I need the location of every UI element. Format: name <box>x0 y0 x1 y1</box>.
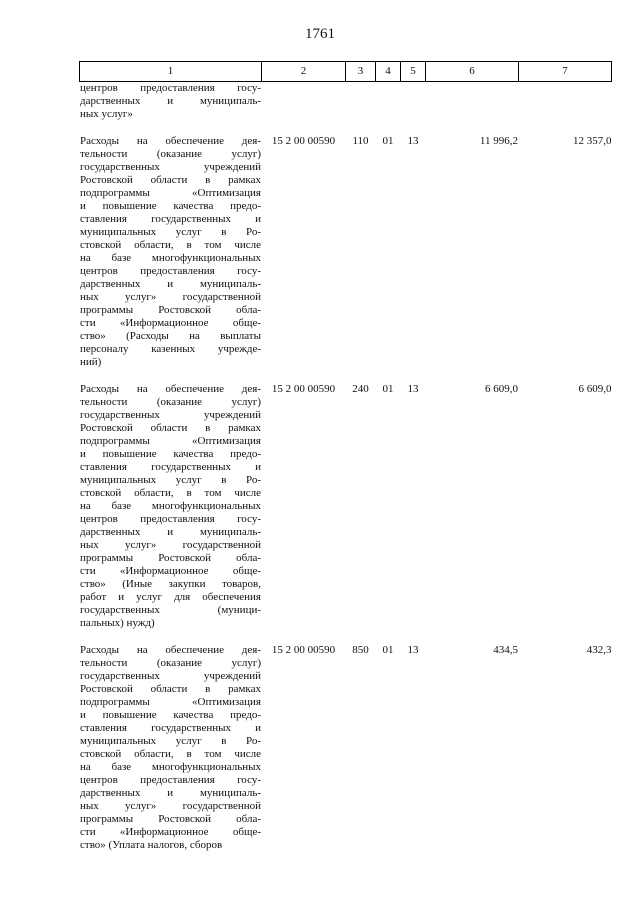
description-line: и повышение качества предо- <box>80 448 261 460</box>
description-line: тельности (оказание услуг) <box>80 396 261 408</box>
section-code <box>376 82 401 129</box>
description-line: государственных учреждений <box>80 670 261 682</box>
amount-year-2: 12 357,0 <box>573 135 612 147</box>
description-line: ство» (Иные закупки товаров, <box>80 578 261 590</box>
description-line: Ростовской области в рамках <box>80 174 261 186</box>
description-line: ставления государственных и <box>80 722 261 734</box>
description-line: Ростовской области в рамках <box>80 683 261 695</box>
budget-table <box>79 61 612 859</box>
description-line: и повышение качества предо- <box>80 200 261 212</box>
description-line: стовской области, в том числе <box>80 748 261 760</box>
description-line: стовской области, в том числе <box>80 239 261 251</box>
amount-year-1: 6 609,0 <box>485 383 518 395</box>
description-line: ство» (Уплата налогов, сборов <box>80 839 223 851</box>
description-line: программы Ростовской обла- <box>80 813 261 825</box>
description-line: сти «Информационное обще- <box>80 826 261 838</box>
column-header: 3 <box>346 62 376 82</box>
description-line: государственных учреждений <box>80 161 261 173</box>
expense-type: 850 <box>352 644 369 656</box>
description-line: центров предоставления госу- <box>80 82 261 94</box>
expense-type <box>346 82 376 129</box>
description-line: центров предоставления госу- <box>80 513 261 525</box>
subsection-code: 13 <box>407 383 419 395</box>
column-header: 2 <box>262 62 346 82</box>
description-line: государственных учреждений <box>80 409 261 421</box>
expense-type: 240 <box>352 383 369 395</box>
description-line: работ и услуг для обеспечения <box>80 591 261 603</box>
description-line: Расходы на обеспечение дея- <box>80 383 261 395</box>
description-line: государственных (муници- <box>80 604 261 616</box>
description-line: дарственных и муниципаль- <box>80 95 261 107</box>
description-line: на базе многофункциональных <box>80 500 261 512</box>
description-line: ных услуг» государственной <box>80 291 261 303</box>
description-line: сти «Информационное обще- <box>80 565 261 577</box>
description-line: дарственных и муниципаль- <box>80 526 261 538</box>
description-line: тельности (оказание услуг) <box>80 657 261 669</box>
description-line: сти «Информационное обще- <box>80 317 261 329</box>
column-header: 5 <box>401 62 426 82</box>
column-header: 1 <box>80 62 262 82</box>
table-row <box>80 376 612 637</box>
description-line: подпрограммы «Оптимизация <box>80 435 261 447</box>
amount-year-1 <box>426 82 519 129</box>
page-number: 1761 <box>305 26 335 42</box>
section-code: 01 <box>382 644 394 656</box>
column-header: 4 <box>376 62 401 82</box>
description-line: ставления государственных и <box>80 213 261 225</box>
table-row <box>80 82 612 129</box>
column-header: 7 <box>519 62 612 82</box>
description-line: на базе многофункциональных <box>80 252 261 264</box>
row-description <box>80 637 262 859</box>
subsection-code: 13 <box>407 644 419 656</box>
section-code: 01 <box>382 135 394 147</box>
description-line: Расходы на обеспечение дея- <box>80 135 261 147</box>
description-line: центров предоставления госу- <box>80 774 261 786</box>
description-line: на базе многофункциональных <box>80 761 261 773</box>
target-article-code: 15 2 00 00590 <box>271 383 336 395</box>
column-number-row <box>80 62 612 82</box>
target-article-code: 15 2 00 00590 <box>271 644 336 656</box>
subsection-code: 13 <box>407 135 419 147</box>
description-line: тельности (оказание услуг) <box>80 148 261 160</box>
description-line: Ростовской области в рамках <box>80 422 261 434</box>
description-line: ство» (Расходы на выплаты <box>80 330 261 342</box>
amount-year-2 <box>519 82 612 129</box>
description-line: персоналу казенных учрежде- <box>80 343 261 355</box>
section-code: 01 <box>382 383 394 395</box>
description-line: центров предоставления госу- <box>80 265 261 277</box>
description-line: дарственных и муниципаль- <box>80 278 261 290</box>
table-row <box>80 637 612 859</box>
description-line: дарственных и муниципаль- <box>80 787 261 799</box>
description-line: ных услуг» государственной <box>80 800 261 812</box>
amount-year-1: 434,5 <box>493 644 518 656</box>
amount-year-1: 11 996,2 <box>479 135 518 147</box>
description-line: муниципальных услуг в Ро- <box>80 735 261 747</box>
table-body <box>80 82 612 860</box>
description-line: ний) <box>80 356 102 368</box>
amount-year-2: 6 609,0 <box>578 383 612 395</box>
column-header: 6 <box>426 62 519 82</box>
target-article-code: 15 2 00 00590 <box>271 135 336 147</box>
description-line: программы Ростовской обла- <box>80 552 261 564</box>
description-line: программы Ростовской обла- <box>80 304 261 316</box>
description-line: ставления государственных и <box>80 461 261 473</box>
description-line: Расходы на обеспечение дея- <box>80 644 261 656</box>
expense-type: 110 <box>352 135 369 147</box>
row-description <box>80 82 262 129</box>
description-line: стовской области, в том числе <box>80 487 261 499</box>
description-line: муниципальных услуг в Ро- <box>80 226 261 238</box>
table-row <box>80 128 612 376</box>
row-description <box>80 128 262 376</box>
target-article-code <box>262 82 346 129</box>
description-line: подпрограммы «Оптимизация <box>80 187 261 199</box>
row-description <box>80 376 262 637</box>
amount-year-2: 432,3 <box>586 644 612 656</box>
description-line: и повышение качества предо- <box>80 709 261 721</box>
description-line: подпрограммы «Оптимизация <box>80 696 261 708</box>
subsection-code <box>401 82 426 129</box>
description-line: пальных) нужд) <box>80 617 155 629</box>
description-line: ных услуг» <box>80 108 133 120</box>
description-line: ных услуг» государственной <box>80 539 261 551</box>
description-line: муниципальных услуг в Ро- <box>80 474 261 486</box>
